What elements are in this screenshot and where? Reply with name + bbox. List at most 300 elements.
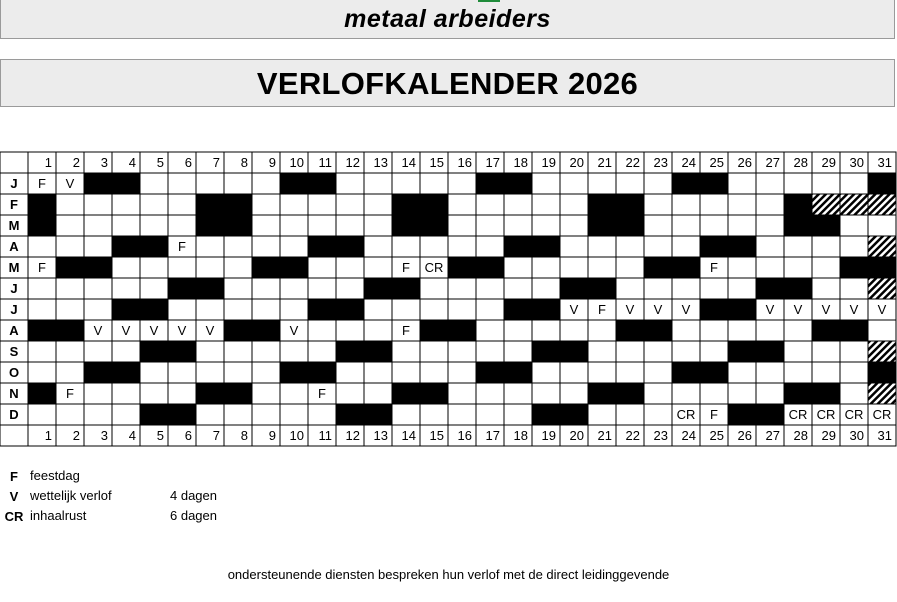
weekend-cell (168, 278, 196, 299)
day-cell (560, 215, 588, 236)
weekend-cell (308, 236, 336, 257)
day-cell (448, 404, 476, 425)
day-cell (784, 173, 812, 194)
day-cell (252, 173, 280, 194)
day-cell (560, 236, 588, 257)
day-number: 17 (485, 428, 500, 443)
day-cell (308, 278, 336, 299)
day-cell (364, 383, 392, 404)
legend-item-holiday (0, 466, 300, 486)
weekend-cell (784, 194, 812, 215)
day-cell (140, 215, 168, 236)
day-cell (392, 173, 420, 194)
day-cell (168, 362, 196, 383)
day-number: 6 (184, 428, 192, 443)
footnote: ondersteunende diensten bespreken hun verlof met de direct leidinggevende (227, 567, 670, 582)
day-cell (616, 236, 644, 257)
weekend-cell (700, 236, 728, 257)
weekend-cell (280, 362, 308, 383)
day-cell (196, 257, 224, 278)
day-cell (784, 320, 812, 341)
leave-mark: F (178, 239, 186, 254)
weekend-cell (140, 299, 168, 320)
weekend-cell (392, 383, 420, 404)
weekend-cell (364, 341, 392, 362)
month-label: M (8, 218, 20, 233)
day-cell (112, 278, 140, 299)
day-cell (168, 194, 196, 215)
month-label: A (9, 239, 19, 254)
day-cell (616, 341, 644, 362)
day-cell (280, 194, 308, 215)
day-cell (616, 257, 644, 278)
day-cell (448, 341, 476, 362)
day-footer-corner (0, 425, 28, 446)
leave-mark: V (569, 302, 579, 317)
weekend-cell (364, 404, 392, 425)
weekend-cell (504, 236, 532, 257)
day-cell (812, 173, 840, 194)
leave-mark: V (289, 323, 299, 338)
weekend-cell (812, 320, 840, 341)
weekend-cell (644, 320, 672, 341)
leave-mark: V (793, 302, 803, 317)
day-cell (700, 320, 728, 341)
day-cell (28, 236, 56, 257)
day-cell (280, 299, 308, 320)
weekend-cell (588, 278, 616, 299)
day-number: 30 (849, 428, 864, 443)
day-cell (224, 257, 252, 278)
day-number: 28 (793, 428, 808, 443)
day-cell (644, 341, 672, 362)
nonexistent-day-cell (868, 341, 896, 362)
day-cell (560, 320, 588, 341)
day-cell (56, 194, 84, 215)
weekend-cell (868, 173, 896, 194)
weekend-cell (224, 215, 252, 236)
leave-mark: CR (816, 407, 836, 422)
day-cell (112, 383, 140, 404)
weekend-cell (56, 320, 84, 341)
leave-mark: V (849, 302, 859, 317)
day-cell (756, 215, 784, 236)
day-cell (84, 278, 112, 299)
day-cell (224, 362, 252, 383)
leave-mark: V (149, 323, 159, 338)
day-cell (756, 257, 784, 278)
day-cell (84, 341, 112, 362)
day-number: 5 (156, 428, 164, 443)
legend-code: V (9, 489, 19, 504)
day-number: 24 (681, 155, 696, 170)
day-number: 4 (128, 155, 136, 170)
weekend-cell (644, 257, 672, 278)
day-cell (112, 404, 140, 425)
day-cell (56, 299, 84, 320)
day-number: 6 (184, 155, 192, 170)
leave-mark: F (38, 176, 46, 191)
weekend-cell (448, 320, 476, 341)
weekend-cell (392, 215, 420, 236)
weekend-cell (812, 215, 840, 236)
weekend-cell (756, 404, 784, 425)
day-number: 16 (457, 155, 472, 170)
day-cell (644, 236, 672, 257)
day-number: 23 (653, 155, 668, 170)
day-cell (644, 215, 672, 236)
day-cell (588, 404, 616, 425)
weekend-cell (112, 299, 140, 320)
weekend-cell (392, 278, 420, 299)
weekend-cell (868, 257, 896, 278)
weekend-cell (224, 320, 252, 341)
day-cell (560, 257, 588, 278)
day-number: 30 (849, 155, 864, 170)
day-cell (700, 215, 728, 236)
day-cell (532, 362, 560, 383)
day-cell (196, 404, 224, 425)
weekend-cell (28, 194, 56, 215)
day-cell (700, 194, 728, 215)
day-cell (616, 362, 644, 383)
day-cell (336, 257, 364, 278)
day-cell (700, 383, 728, 404)
day-cell (28, 278, 56, 299)
day-cell (420, 278, 448, 299)
day-cell (448, 362, 476, 383)
day-number: 28 (793, 155, 808, 170)
day-cell (532, 215, 560, 236)
leave-mark: CR (844, 407, 864, 422)
day-cell (756, 362, 784, 383)
day-cell (728, 362, 756, 383)
day-cell (756, 194, 784, 215)
weekend-cell (840, 257, 868, 278)
weekend-cell (140, 404, 168, 425)
day-cell (252, 215, 280, 236)
weekend-cell (700, 299, 728, 320)
weekend-cell (784, 278, 812, 299)
weekend-cell (336, 341, 364, 362)
day-number: 2 (72, 428, 80, 443)
day-cell (252, 278, 280, 299)
day-number: 10 (289, 428, 304, 443)
day-cell (364, 173, 392, 194)
day-cell (280, 278, 308, 299)
leave-mark: V (177, 323, 187, 338)
weekend-cell (672, 257, 700, 278)
day-cell (84, 194, 112, 215)
day-cell (28, 362, 56, 383)
day-number: 9 (268, 428, 276, 443)
day-cell (616, 278, 644, 299)
day-number: 13 (373, 155, 388, 170)
day-cell (336, 215, 364, 236)
day-cell (112, 257, 140, 278)
legend-code: CR (4, 509, 24, 524)
day-cell (420, 404, 448, 425)
month-label: J (10, 302, 18, 317)
day-number: 14 (401, 155, 416, 170)
weekend-cell (756, 278, 784, 299)
day-cell (168, 299, 196, 320)
day-number: 13 (373, 428, 388, 443)
day-number: 11 (318, 155, 332, 170)
day-number: 11 (318, 428, 332, 443)
day-cell (112, 194, 140, 215)
weekend-cell (420, 215, 448, 236)
day-number: 9 (268, 155, 276, 170)
nonexistent-day-cell (868, 194, 896, 215)
nonexistent-day-cell (812, 194, 840, 215)
weekend-cell (420, 320, 448, 341)
day-cell (616, 173, 644, 194)
weekend-cell (728, 341, 756, 362)
weekend-cell (504, 299, 532, 320)
day-cell (364, 320, 392, 341)
leave-mark: V (65, 176, 75, 191)
day-cell (84, 383, 112, 404)
day-cell (196, 341, 224, 362)
day-cell (336, 194, 364, 215)
day-cell (812, 341, 840, 362)
day-cell (728, 257, 756, 278)
weekend-cell (812, 383, 840, 404)
day-cell (784, 257, 812, 278)
day-cell (140, 257, 168, 278)
weekend-cell (392, 194, 420, 215)
weekend-cell (308, 362, 336, 383)
leave-mark: CR (788, 407, 808, 422)
day-number: 1 (44, 428, 52, 443)
day-cell (476, 341, 504, 362)
day-cell (756, 236, 784, 257)
day-cell (140, 362, 168, 383)
leave-mark: F (66, 386, 74, 401)
nonexistent-day-cell (868, 236, 896, 257)
day-cell (392, 236, 420, 257)
weekend-cell (84, 173, 112, 194)
day-number: 5 (156, 155, 164, 170)
day-cell (532, 278, 560, 299)
day-header-corner (0, 152, 28, 173)
legend-label: inhaalrust (30, 508, 87, 523)
weekend-cell (112, 173, 140, 194)
leave-mark: V (877, 302, 887, 317)
day-cell (532, 194, 560, 215)
day-number: 29 (821, 428, 836, 443)
day-number: 3 (100, 428, 108, 443)
day-number: 19 (541, 428, 556, 443)
day-cell (28, 299, 56, 320)
day-cell (420, 173, 448, 194)
leave-mark: CR (676, 407, 696, 422)
day-cell (168, 173, 196, 194)
day-cell (504, 383, 532, 404)
day-cell (504, 257, 532, 278)
leave-mark: F (710, 407, 718, 422)
day-cell (532, 383, 560, 404)
weekend-cell (140, 236, 168, 257)
day-number: 2 (72, 155, 80, 170)
day-cell (476, 194, 504, 215)
day-number: 16 (457, 428, 472, 443)
day-cell (56, 215, 84, 236)
weekend-cell (616, 383, 644, 404)
weekend-cell (336, 236, 364, 257)
day-cell (644, 173, 672, 194)
day-cell (644, 194, 672, 215)
day-cell (56, 362, 84, 383)
day-number: 19 (541, 155, 556, 170)
day-cell (308, 404, 336, 425)
day-cell (644, 383, 672, 404)
day-number: 31 (877, 428, 892, 443)
weekend-cell (196, 383, 224, 404)
weekend-cell (728, 299, 756, 320)
day-cell (112, 215, 140, 236)
day-cell (56, 278, 84, 299)
weekend-cell (448, 257, 476, 278)
day-cell (224, 173, 252, 194)
day-cell (868, 215, 896, 236)
weekend-cell (868, 362, 896, 383)
day-cell (560, 194, 588, 215)
day-cell (448, 215, 476, 236)
weekend-cell (224, 383, 252, 404)
day-number: 3 (100, 155, 108, 170)
leave-mark: V (121, 323, 131, 338)
weekend-cell (672, 173, 700, 194)
day-cell (504, 215, 532, 236)
day-cell (56, 404, 84, 425)
weekend-cell (420, 194, 448, 215)
month-label: J (10, 176, 18, 191)
weekend-cell (84, 362, 112, 383)
weekend-cell (420, 383, 448, 404)
day-cell (476, 383, 504, 404)
day-cell (280, 383, 308, 404)
day-number: 7 (212, 155, 220, 170)
weekend-cell (616, 215, 644, 236)
leave-mark: V (625, 302, 635, 317)
day-cell (644, 404, 672, 425)
day-number: 18 (513, 155, 528, 170)
day-number: 12 (345, 155, 360, 170)
month-label: D (9, 407, 19, 422)
weekend-cell (280, 173, 308, 194)
brand-text: metaal arbeiders (344, 5, 551, 33)
leave-mark: F (710, 260, 718, 275)
day-cell (252, 194, 280, 215)
day-number: 25 (709, 428, 724, 443)
day-number: 18 (513, 428, 528, 443)
weekend-cell (28, 320, 56, 341)
month-label: O (8, 365, 20, 380)
day-cell (812, 236, 840, 257)
day-cell (196, 362, 224, 383)
weekend-cell (476, 362, 504, 383)
day-cell (224, 404, 252, 425)
day-cell (504, 404, 532, 425)
day-cell (308, 194, 336, 215)
weekend-cell (336, 404, 364, 425)
weekend-cell (196, 278, 224, 299)
day-number: 14 (401, 428, 416, 443)
day-cell (28, 404, 56, 425)
legend-code: F (10, 469, 18, 484)
day-cell (448, 278, 476, 299)
nonexistent-day-cell (840, 194, 868, 215)
day-cell (504, 278, 532, 299)
day-cell (812, 257, 840, 278)
day-number: 15 (429, 428, 444, 443)
day-number: 21 (597, 428, 612, 443)
day-cell (392, 404, 420, 425)
weekend-cell (140, 341, 168, 362)
day-number: 1 (44, 155, 52, 170)
day-cell (672, 215, 700, 236)
day-cell (336, 173, 364, 194)
weekend-cell (252, 320, 280, 341)
day-cell (28, 341, 56, 362)
weekend-cell (504, 362, 532, 383)
day-number: 21 (597, 155, 612, 170)
nonexistent-day-cell (868, 278, 896, 299)
day-cell (672, 278, 700, 299)
day-number: 22 (625, 428, 640, 443)
day-number: 20 (569, 428, 584, 443)
nonexistent-day-cell (868, 383, 896, 404)
day-number: 27 (765, 155, 780, 170)
day-cell (476, 299, 504, 320)
day-cell (392, 299, 420, 320)
day-cell (308, 320, 336, 341)
day-cell (84, 299, 112, 320)
day-cell (532, 257, 560, 278)
day-cell (700, 341, 728, 362)
day-cell (700, 278, 728, 299)
day-cell (868, 320, 896, 341)
day-cell (840, 341, 868, 362)
leave-mark: CR (872, 407, 892, 422)
day-cell (308, 257, 336, 278)
weekend-cell (560, 404, 588, 425)
day-cell (280, 404, 308, 425)
day-cell (168, 257, 196, 278)
day-cell (672, 194, 700, 215)
leave-mark: V (681, 302, 691, 317)
day-cell (448, 383, 476, 404)
day-cell (728, 215, 756, 236)
day-cell (196, 299, 224, 320)
day-cell (224, 278, 252, 299)
legend-label: feestdag (30, 468, 80, 483)
day-cell (840, 215, 868, 236)
day-cell (448, 194, 476, 215)
leave-mark: V (205, 323, 215, 338)
month-label: N (9, 386, 19, 401)
day-cell (756, 383, 784, 404)
day-cell (476, 320, 504, 341)
day-number: 8 (240, 428, 248, 443)
weekend-cell (672, 362, 700, 383)
day-cell (252, 236, 280, 257)
day-cell (728, 194, 756, 215)
weekend-cell (364, 278, 392, 299)
day-cell (588, 236, 616, 257)
